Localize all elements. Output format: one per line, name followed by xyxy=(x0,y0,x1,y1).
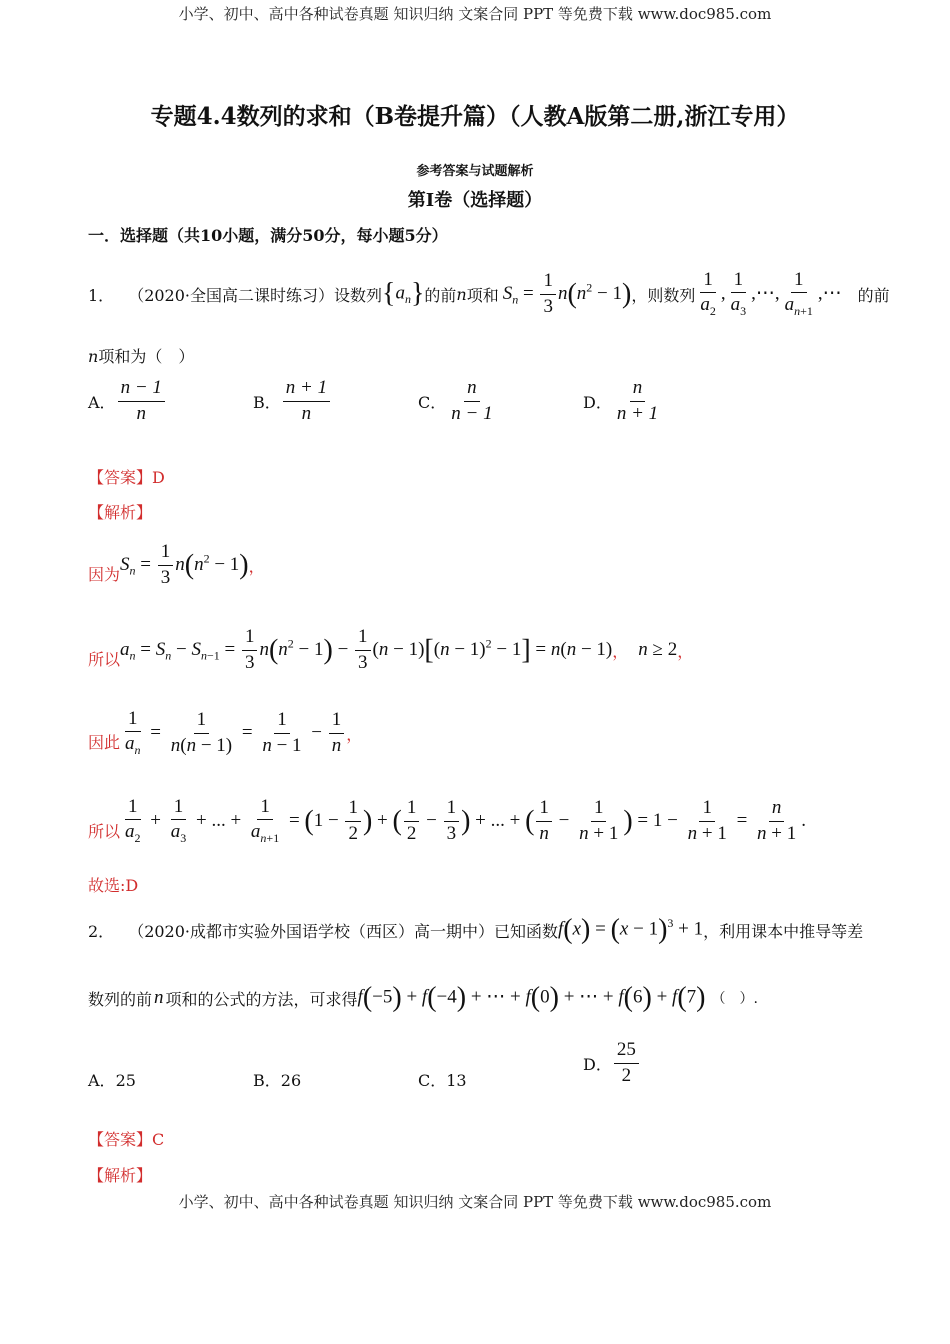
formula-sum: f(−5) + f(−4) + ⋯ + f(0) + ⋯ + f(6) + f(7) xyxy=(357,982,706,1013)
q1-answer: 【答案】D xyxy=(88,468,165,487)
q2-option-d[interactable]: D． $\frac{25}{2}$ xyxy=(583,1040,641,1087)
q1-step-4: 所以 $\frac{1}{a_2}$ + $\frac{1}{a_3}$ + ... + $\frac{1}{a_{n+1}}$ = (1 − $\frac{1}{2}$ ) + ( $\frac{1}{2}$ − $\frac{1}{3}$ ) + ... + ( $\frac{1}{n}$ − $\frac{1}{n + 1}$ ) = 1 − $\frac{1}{n + 1}$ = $\frac{n}{n + 1}$ . xyxy=(88,795,807,846)
q2-answer: 【答案】C xyxy=(88,1130,165,1149)
q2-option-b[interactable]: B．26 xyxy=(253,1071,302,1090)
subtitle: 参考答案与试题解析 xyxy=(416,164,534,179)
q2-option-c[interactable]: C．13 xyxy=(418,1071,467,1090)
formula-an: $\{a_n\}$ xyxy=(382,278,425,309)
q1-final: 故选:D xyxy=(88,876,139,895)
formula-sn: $S_n$ = $\frac{1}{3}$ $n(n^2 - 1)$ xyxy=(502,269,632,317)
page-footer: 小学、初中、高中各种试卷真题 知识归纳 文案合同 PPT 等免费下载 www.doc985.com xyxy=(178,1193,772,1211)
q1-option-d[interactable]: D． $\frac{n}{n + 1}$ xyxy=(583,377,659,424)
q2-option-a[interactable]: A．25 xyxy=(88,1071,136,1090)
q1-stem: 1． （2020·全国高二课时练习）设数列 $\{a_n\}$ 的前 n 项和 $S_n$ = $\frac{1}{3}$ $n(n^2 - 1)$ ，则数列 $\frac{1}{a_2}$ , $\frac{1}{a_3}$ ,⋯, $\frac{1}{a_{n+1}}$ ,⋯ 的前 xyxy=(88,268,890,319)
q1-stem-line2: n项和为（ ） xyxy=(88,347,195,366)
q1-option-b[interactable]: B． $\frac{n + 1}{n}$ xyxy=(253,378,332,425)
q2-stem: 2． （2020·成都市实验外国语学校（西区）高一期中）已知函数 $f(x) = (x - 1)^3 + 1$ ，利用课本中推导等差 xyxy=(88,914,864,945)
q2-analysis-label: 【解析】 xyxy=(88,1166,153,1185)
formula-fx: $f(x) = (x - 1)^3 + 1$ xyxy=(558,914,704,945)
page-title: 专题4.4数列的求和（B卷提升篇）（人教A版第二册,浙江专用） xyxy=(150,103,800,130)
section-heading: 一．选择题（共10小题，满分50分，每小题5分） xyxy=(88,226,448,245)
volume-heading: 第Ⅰ卷（选择题） xyxy=(407,190,543,211)
q1-option-a[interactable]: A． $\frac{n - 1}{n}$ xyxy=(88,378,167,425)
q1-step-3: 因此 $\frac{1}{a_n}$ = $\frac{1}{n(n - 1)}$ = $\frac{1}{n - 1}$ − $\frac{1}{n}$ ， xyxy=(88,707,363,758)
page-header: 小学、初中、高中各种试卷真题 知识归纳 文案合同 PPT 等免费下载 www.doc985.com xyxy=(178,5,772,23)
formula-sequence: $\frac{1}{a_2}$ , $\frac{1}{a_3}$ ,⋯, $\frac{1}{a_{n+1}}$ ,⋯ xyxy=(700,268,842,319)
q1-step-2: 所以 $a_n = S_n - S_{n-1}$ = $\frac{1}{3}$ $n(n^2 - 1)$ − $\frac{1}{3}$ $(n - 1)[(n - 1)^2 - 1] = n(n - 1)$ ， n ≥ 2 ， xyxy=(88,625,694,673)
q1-analysis-label: 【解析】 xyxy=(88,503,153,522)
q2-stem-line2: 数列的前 n 项和的公式的方法，可求得 f(−5) + f(−4) + ⋯ + f(0) + ⋯ + f(6) + f(7) （ ）. xyxy=(88,982,758,1013)
q1-step-1: 因为 $S_n$ = $\frac{1}{3}$ $n(n^2 - 1)$ ， xyxy=(88,540,265,588)
q1-option-c[interactable]: C． $\frac{n}{n - 1}$ xyxy=(418,377,493,424)
